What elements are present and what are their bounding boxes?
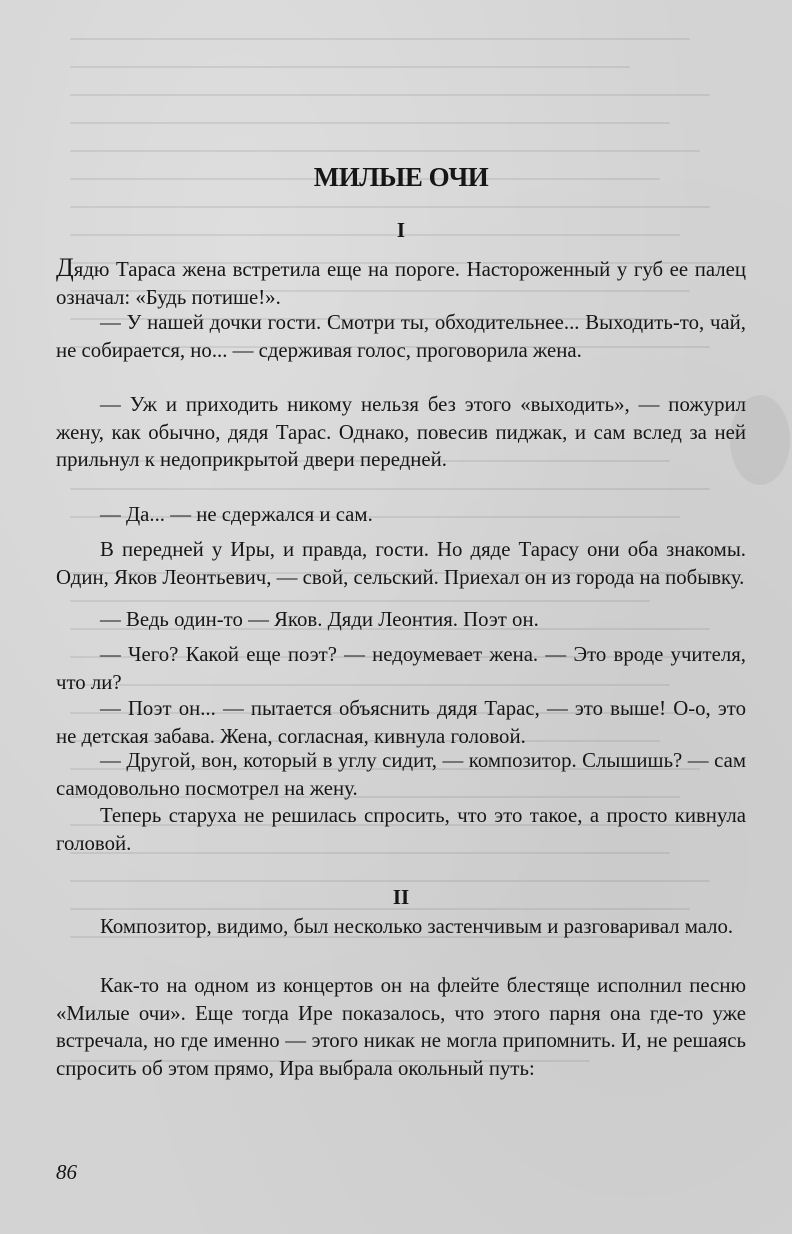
initial-letter: Д <box>56 253 74 282</box>
paragraph-10: Теперь старуха не решилась спросить, что это такое, а просто кивнула головой. <box>56 804 746 855</box>
paragraph-8: — Поэт он... — пытается объяснить дядя Тарас, — это выше! О-о, это не детская забава. Жена, согласная, кивнула головой. <box>56 697 746 748</box>
paragraph-4: — Да... — не сдержался и сам. <box>100 503 373 526</box>
page-number: 86 <box>56 1160 77 1184</box>
paragraph-1 <box>56 254 746 311</box>
paragraph-9: — Другой, вон, который в углу сидит, — композитор. Слышишь? — сам самодовольно посмотрел на жену. <box>56 749 746 800</box>
paragraph-5: В передней у Иры, и правда, гости. Но дяде Тарасу они оба знакомы. Один, Яков Леонтьевич, — свой, сельский. Приехал он из города на побывку. <box>56 538 746 589</box>
paragraph-12: Как-то на одном из концертов он на флейте блестяще исполнил песню «Милые очи». Еще тогда Ире показалось, что этого парня она где-то уже встречала, но где именно — этого никак не могла припомнить. И, не решаясь спросить об этом прямо, Ира выбрала окольный путь: <box>56 974 746 1080</box>
paragraph-1-text: ядю Тараса жена встретила еще на пороге. Настороженный у губ ее палец означал: «Будь потише!». <box>56 258 746 309</box>
paragraph-11: Композитор, видимо, был несколько застенчивым и разговаривал мало. <box>100 915 734 938</box>
paragraph-3: — Уж и приходить никому нельзя без этого «выходить», — пожурил жену, как обычно, дядя Тарас. Однако, повесив пиджак, и сам вслед за ней прильнул к недоприкрытой двери передней. <box>56 393 746 472</box>
section-numeral-2: II <box>392 885 410 909</box>
chapter-title: МИЛЫЕ ОЧИ <box>313 162 489 192</box>
paragraph-7: — Чего? Какой еще поэт? — недоумевает жена. — Это вроде учителя, что ли? <box>56 643 746 694</box>
paragraph-2: — У нашей дочки гости. Смотри ты, обходительнее... Выходить-то, чай, не собирается, но... — сдерживая голос, проговорила жена. <box>56 311 746 362</box>
section-numeral-1: I <box>396 218 406 242</box>
paragraph-6: — Ведь один-то — Яков. Дяди Леонтия. Поэт он. <box>100 608 539 631</box>
